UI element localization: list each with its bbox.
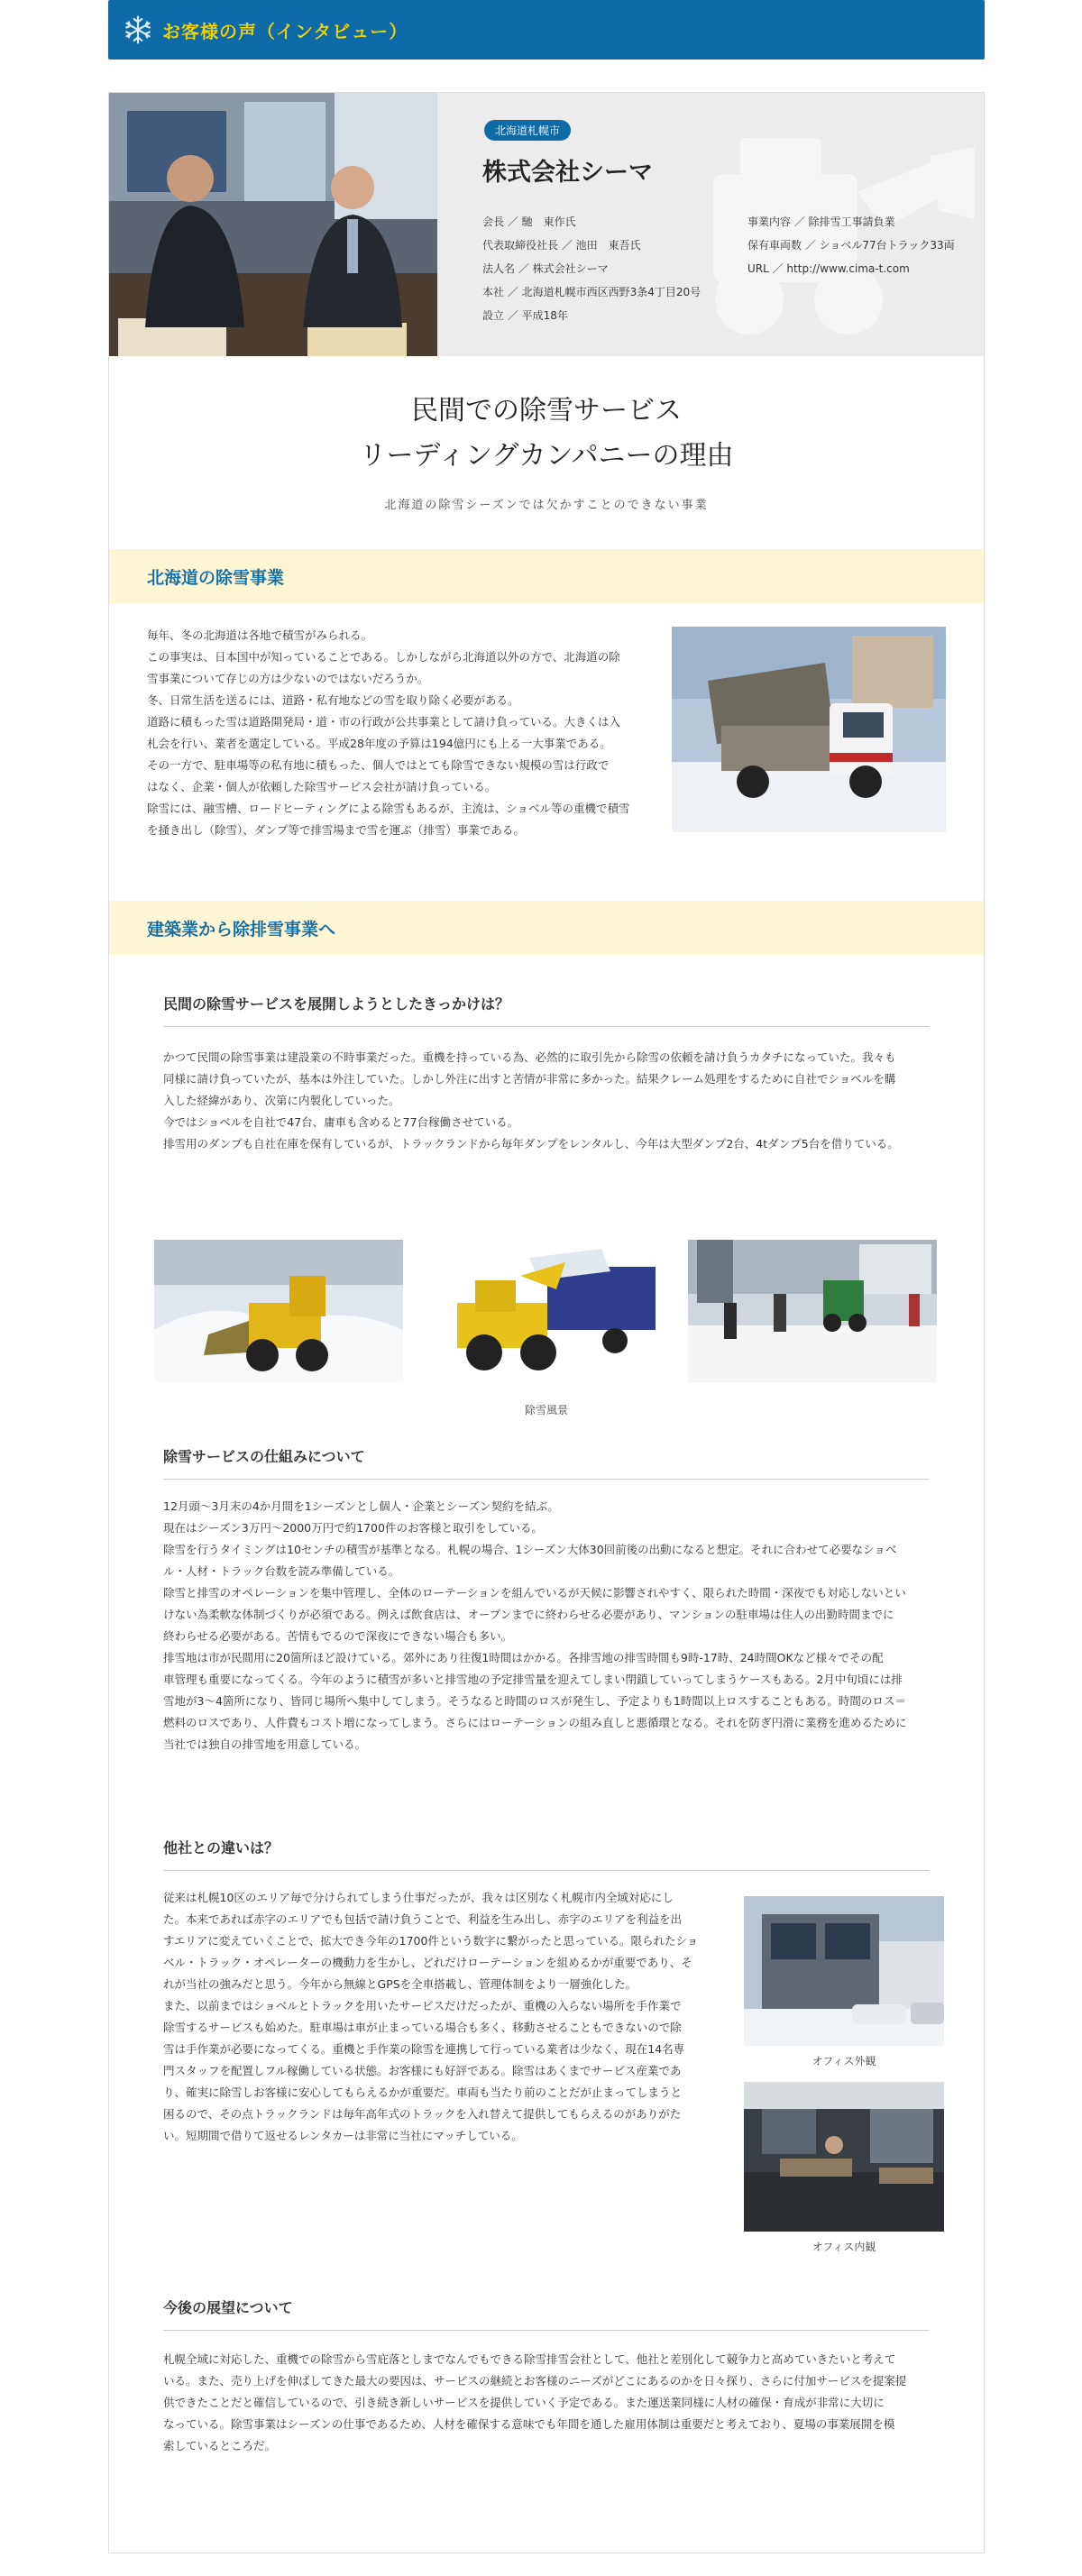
paragraph-line: 困るので、その点トラックランドは毎年高年式のトラックを入れ替えて提供してもらえるのがありがた bbox=[163, 2107, 682, 2121]
info-corporation: 法人名 ／ 株式会社シーマ bbox=[482, 262, 609, 275]
headline-line2: リーディングカンパニーの理由 bbox=[359, 440, 734, 472]
paragraph-line: 燃料のロスであり、人件費もコスト増になってしまう。さらにはローテーションの組み直しと悪循環となる。それを防ぎ円滑に業務を進めるために bbox=[163, 1716, 907, 1729]
paragraph-line: 毎年、冬の北海道は各地で積雪がみられる。 bbox=[147, 628, 373, 642]
section-band-construction bbox=[109, 901, 984, 955]
profile-info-right bbox=[747, 210, 973, 280]
paragraph-line: すエリアに変えていくことで、拡大でき今年の1700件という数字に繋がったと思っている。限られたショ bbox=[163, 1934, 699, 1948]
paragraph-line: れが当社の強みだと思う。今年から無線とGPSを全車搭載し、管理体制をより一層強化した。 bbox=[163, 1977, 637, 1991]
paragraph-line: いる。また、売り上げを伸ばしてきた最大の要因は、サービスの継続とお客様のニーズがどこにあるのかを日々探り、さらに付加サービスを提案提 bbox=[163, 2374, 907, 2388]
paragraph-line: その一方で、駐車場等の私有地に積もった、個人ではとても除雪できない規模の雪は行政で bbox=[147, 758, 610, 772]
company-profile bbox=[109, 93, 984, 356]
paragraph-line: 当社では独自の排雪地を用意している。 bbox=[163, 1737, 367, 1751]
paragraph-line: 札幌全域に対応した、重機での除雪から雪庇落としまでなんでもできる除雪排雪会社として、他社と差別化して競争力と高めていきたいと考えて bbox=[163, 2352, 896, 2366]
paragraph-line: 12月頭〜3月末の4か月間を1シーズンとし個人・企業とシーズン契約を結ぶ。 bbox=[163, 1499, 559, 1513]
q4-heading: 今後の展望について bbox=[163, 2296, 930, 2331]
info-chairman: 会長 ／ 馳 東作氏 bbox=[482, 215, 576, 228]
q2-text bbox=[163, 1496, 939, 1756]
q4-text bbox=[163, 2349, 939, 2457]
office-interior-caption: オフィス内観 bbox=[812, 2241, 876, 2253]
paragraph-line: 道路に積もった雪は道路開発局・道・市の行政が公共事業として請け負っている。大きくは入 bbox=[147, 715, 621, 729]
paragraph-line: 雪事業について存じの方は少ないのではないだろうか。 bbox=[147, 672, 429, 685]
info-president: 代表取締役社長 ／ 池田 東吾氏 bbox=[482, 239, 641, 252]
paragraph-line: 雪地が3〜4箇所になり、皆同じ場所へ集中してしまう。そうなると時間のロスが発生し、予定よりも1時間以上ロスすることもある。時間のロス＝ bbox=[163, 1694, 906, 1708]
paragraph-line: かつて民間の除雪事業は建設業の不時事業だった。重機を持っている為、必然的に取引先から除雪の依頼を請け負うカタチになっていた。我々も bbox=[163, 1050, 896, 1064]
paragraph-line: この事実は、日本国中が知っていることである。しかしながら北海道以外の方で、北海道の除 bbox=[147, 650, 620, 664]
snow-removal-photo-2 bbox=[421, 1240, 670, 1382]
snowflake-icon bbox=[123, 14, 153, 45]
paragraph-line: 門スタッフを配置しフル稼働している状態。お客様にも好評である。除雪はあくまでサービス産業であ bbox=[163, 2064, 682, 2077]
paragraph-line: 除雪と排雪のオペレーションを集中管理し、全体のローテーションを組んでいるが天候に影響されやすく、限られた時間・深夜でも対応しないとい bbox=[163, 1586, 906, 1600]
paragraph-line: 除雪には、融雪槽、ロードヒーティングによる除雪もあるが、主流は、ショベル等の重機で積雪 bbox=[147, 802, 630, 815]
section-banner bbox=[108, 0, 985, 60]
snow-removal-photo-3 bbox=[688, 1240, 937, 1382]
headline bbox=[109, 356, 984, 512]
section-band-hokkaido bbox=[109, 549, 984, 603]
paragraph-line: 車管理も重要になってくる。今年のように積雪が多いと排雪地の予定排雪量を迎えてしまい閉鎖していってしまうケースもある。2月中旬頃には排 bbox=[163, 1673, 903, 1686]
q3-heading: 他社との違いは？ bbox=[163, 1837, 930, 1871]
paragraph-line: 索しているところだ。 bbox=[163, 2439, 277, 2452]
paragraph-line: 除雪を行うタイミングは10センチの積雪が基準となる。札幌の場合、1シーズン大体30回前後の出動になると想定。それに合わせて必要なショベ bbox=[163, 1543, 897, 1556]
office-exterior-photo bbox=[744, 1896, 944, 2046]
section-title: 建築業から除排雪事業へ bbox=[147, 919, 336, 940]
dump-truck-photo bbox=[672, 627, 946, 832]
paragraph-line: 雪は手作業が必要になってくる。重機と手作業の除雪を連携して行っている業者は少なく、現在14名専 bbox=[163, 2042, 685, 2056]
paragraph-line: 除雪するサービスも始めた。駐車場は車が止まっている場合も多く、移動させることもできないので除 bbox=[163, 2021, 682, 2034]
paragraph-line: なっている。除雪事業はシーズンの仕事であるため、人材を確保する意味でも年間を通した雇用体制は重要だと考えており、夏場の事業展開を模 bbox=[163, 2417, 895, 2431]
interview-photo bbox=[109, 93, 437, 356]
gallery-caption: 除雪風景 bbox=[524, 1404, 568, 1416]
paragraph-line: り、確実に除雪しお客様に安心してもらえるかが重要だ。車両も当たり前のことだが止まってしまうと bbox=[163, 2086, 683, 2099]
paragraph-line: 現在はシーズン3万円〜2000万円で約1700件のお客様と取引をしている。 bbox=[163, 1521, 543, 1535]
company-name: 株式会社シーマ bbox=[482, 159, 653, 187]
paragraph-line: 冬、日常生活を送るには、道路・私有地などの雪を取り除く必要がある。 bbox=[147, 693, 519, 707]
paragraph-line: を掻き出し（除雪）、ダンプ等で排雪場まで雪を運ぶ（排雪）事業である。 bbox=[147, 823, 525, 837]
paragraph-line: けない為柔軟な体制づくりが必須である。例えば飲食店は、オープンまでに終わらせる必要があり、マンションの駐車場は住人の出勤時間までに bbox=[163, 1608, 894, 1621]
info-founded: 設立 ／ 平成18年 bbox=[482, 309, 568, 322]
snow-removal-photo-1 bbox=[154, 1240, 403, 1382]
paragraph-line: ル・人材・トラック台数を読み準備している。 bbox=[163, 1564, 400, 1578]
paragraph-line: い。短期間で借りて返せるレンタカーは非常に当社にマッチしている。 bbox=[163, 2129, 523, 2142]
paragraph-line: 供できたことだと確信しているので、引き続き新しいサービスを提供していく予定である。また運送業同様に人材の確保・育成が非常に大切に bbox=[163, 2396, 885, 2409]
q3-text bbox=[163, 1887, 722, 2147]
q2-heading: 除雪サービスの仕組みについて bbox=[163, 1445, 930, 1480]
q1-text bbox=[163, 1047, 939, 1155]
info-vehicles: 保有車両数 ／ ショベル77台トラック33両 bbox=[747, 239, 955, 252]
paragraph-line: た。本来であれば赤字のエリアでも包括で請け負うことで、利益を生み出し、赤字のエリアを利益を出 bbox=[163, 1912, 683, 1926]
office-interior-photo bbox=[744, 2082, 944, 2232]
paragraph-line: 同様に請け負っていたが、基本は外注していた。しかし外注に出すと苦情が非常に多かった。結果クレーム処理をするために自社でショベルを購 bbox=[163, 1072, 896, 1086]
paragraph-line: 排雪地は市が民間用に20箇所ほど設けている。郊外にあり往復1時間はかかる。各排雪地の排雪時間も9時-17時、24時間OKなど様々でその配 bbox=[163, 1651, 884, 1664]
section-title: 北海道の除雪事業 bbox=[147, 567, 285, 588]
paragraph-line: 入した経緯があり、次第に内製化していった。 bbox=[163, 1094, 400, 1107]
paragraph-line: 札会を行い、業者を選定している。平成28年度の予算は194億円にも上る一大事業である。 bbox=[147, 737, 611, 750]
paragraph-line: また、以前まではショベルとトラックを用いたサービスだけだったが、重機の入らない場所を手作業で bbox=[163, 1999, 682, 2012]
profile-info-left bbox=[482, 210, 753, 327]
paragraph-line: 終わらせる必要がある。苦情もでるので深夜にできない場合も多い。 bbox=[163, 1629, 513, 1643]
paragraph-line: ベル・トラック・オペレーターの機動力を生かし、どれだけローテーションを組めるかが重要であり、そ bbox=[163, 1956, 692, 1969]
info-headquarters: 本社 ／ 北海道札幌市西区西野3条4丁目20号 bbox=[482, 286, 701, 298]
paragraph-line: はなく、企業・個人が依頼した除雪サービス会社が請け負っている。 bbox=[147, 780, 497, 793]
headline-subtitle: 北海道の除雪シーズンでは欠かすことのできない事業 bbox=[384, 499, 709, 512]
paragraph-line: 従来は札幌10区のエリア毎で分けられてしまう仕事だったが、我々は区別なく札幌市内全域対応にし bbox=[163, 1891, 674, 1904]
headline-line1: 民間での除雪サービス bbox=[411, 395, 682, 426]
info-business: 事業内容 ／ 除排雪工事請負業 bbox=[747, 215, 895, 228]
banner-title: お客様の声（インタビュー） bbox=[162, 20, 408, 42]
interview-card bbox=[108, 92, 985, 2553]
info-url: URL ／ http://www.cima-t.com bbox=[747, 262, 910, 275]
q1-heading: 民間の除雪サービスを展開しようとしたきっかけは？ bbox=[163, 993, 930, 1027]
prefecture-badge: 北海道札幌市 bbox=[484, 120, 571, 141]
office-exterior-caption: オフィス外観 bbox=[812, 2055, 876, 2067]
paragraph-line: 今ではショベルを自社で47台、庸車も含めると77台稼働させている。 bbox=[163, 1115, 519, 1129]
sec1-text bbox=[147, 625, 652, 841]
paragraph-line: 排雪用のダンプも自社在庫を保有しているが、トラックランドから毎年ダンプをレンタルし、今年は大型ダンプ2台、4tダンプ5台を借りている。 bbox=[163, 1137, 899, 1150]
